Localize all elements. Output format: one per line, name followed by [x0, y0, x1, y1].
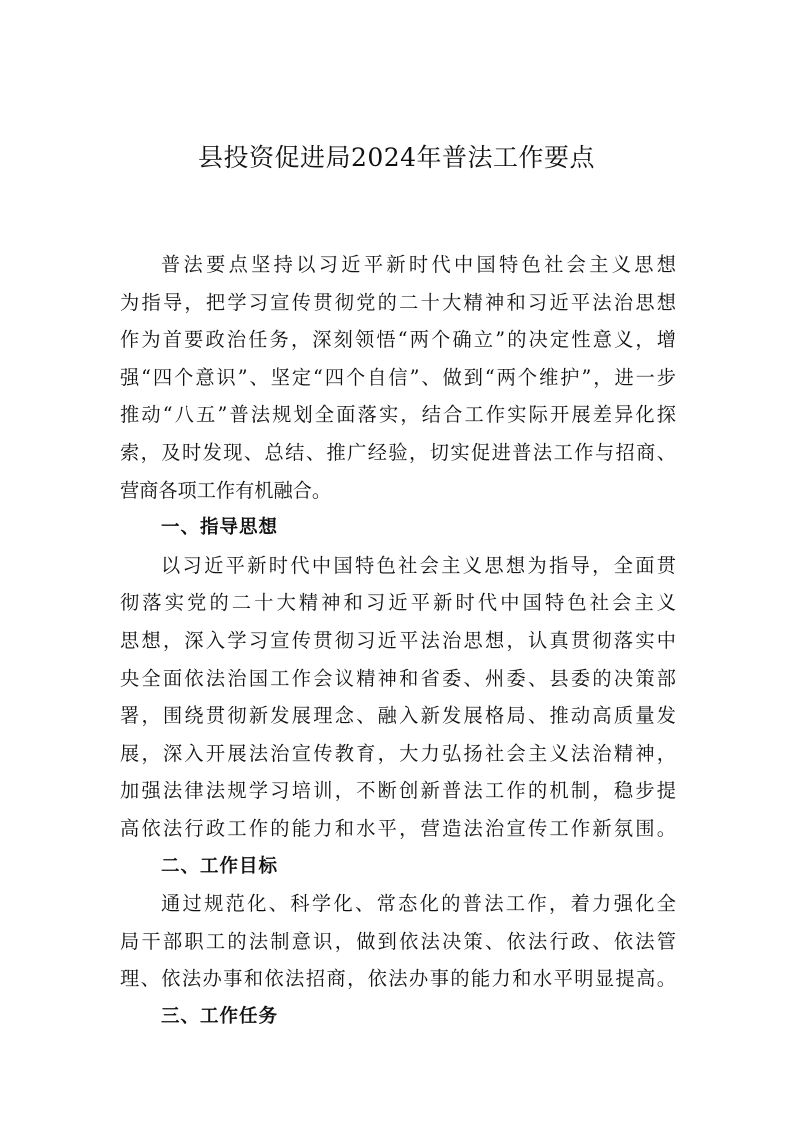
section-heading-work-goals: 二、工作目标 — [161, 855, 279, 877]
section-heading-guiding-ideology: 一、指导思想 — [161, 517, 279, 539]
section2-line: 局干部职工的法制意识，做到依法决策、依法行政、依法管 — [120, 929, 676, 953]
section1-line: 彻落实党的二十大精神和习近平新时代中国特色社会主义 — [120, 591, 676, 615]
section1-line: 展，深入开展法治宣传教育，大力弘扬社会主义法治精神， — [120, 741, 676, 765]
intro-line: 索，及时发现、总结、推广经验，切实促进普法工作与招商、 — [120, 440, 676, 464]
section1-line: 署，围绕贯彻新发展理念、融入新发展格局、推动高质量发 — [120, 704, 676, 728]
section2-paragraph — [120, 885, 676, 998]
intro-line: 为指导，把学习宣传贯彻党的二十大精神和习近平法治思想 — [120, 290, 676, 314]
section1-paragraph — [120, 547, 676, 848]
intro-line: 营商各项工作有机融合。 — [120, 478, 332, 502]
section1-line: 以习近平新时代中国特色社会主义思想为指导，全面贯 — [161, 553, 676, 577]
section-heading-work-tasks: 三、工作任务 — [161, 1005, 279, 1027]
intro-line: 推动“八五”普法规划全面落实，结合工作实际开展差异化探 — [120, 403, 676, 427]
document-body — [120, 246, 676, 1035]
document-title: 县投资促进局2024年普法工作要点 — [197, 143, 596, 172]
section1-line: 高依法行政工作的能力和水平，营造法治宣传工作新氛围。 — [120, 816, 676, 840]
section1-line: 央全面依法治国工作会议精神和省委、州委、县委的决策部 — [120, 666, 676, 690]
section1-line: 加强法律法规学习培训，不断创新普法工作的机制，稳步提 — [120, 779, 676, 803]
intro-paragraph — [120, 246, 676, 509]
section2-line: 理、依法办事和依法招商，依法办事的能力和水平明显提高。 — [120, 967, 676, 991]
intro-line: 普法要点坚持以习近平新时代中国特色社会主义思想 — [161, 253, 676, 276]
section1-line: 思想，深入学习宣传贯彻习近平法治思想，认真贯彻落实中 — [120, 628, 676, 652]
intro-line: 作为首要政治任务，深刻领悟“两个确立”的决定性意义，增 — [120, 328, 676, 352]
section2-line: 通过规范化、科学化、常态化的普法工作，着力强化全 — [161, 892, 676, 916]
intro-line: 强“四个意识”、坚定“四个自信”、做到“两个维护”，进一步 — [120, 365, 676, 389]
